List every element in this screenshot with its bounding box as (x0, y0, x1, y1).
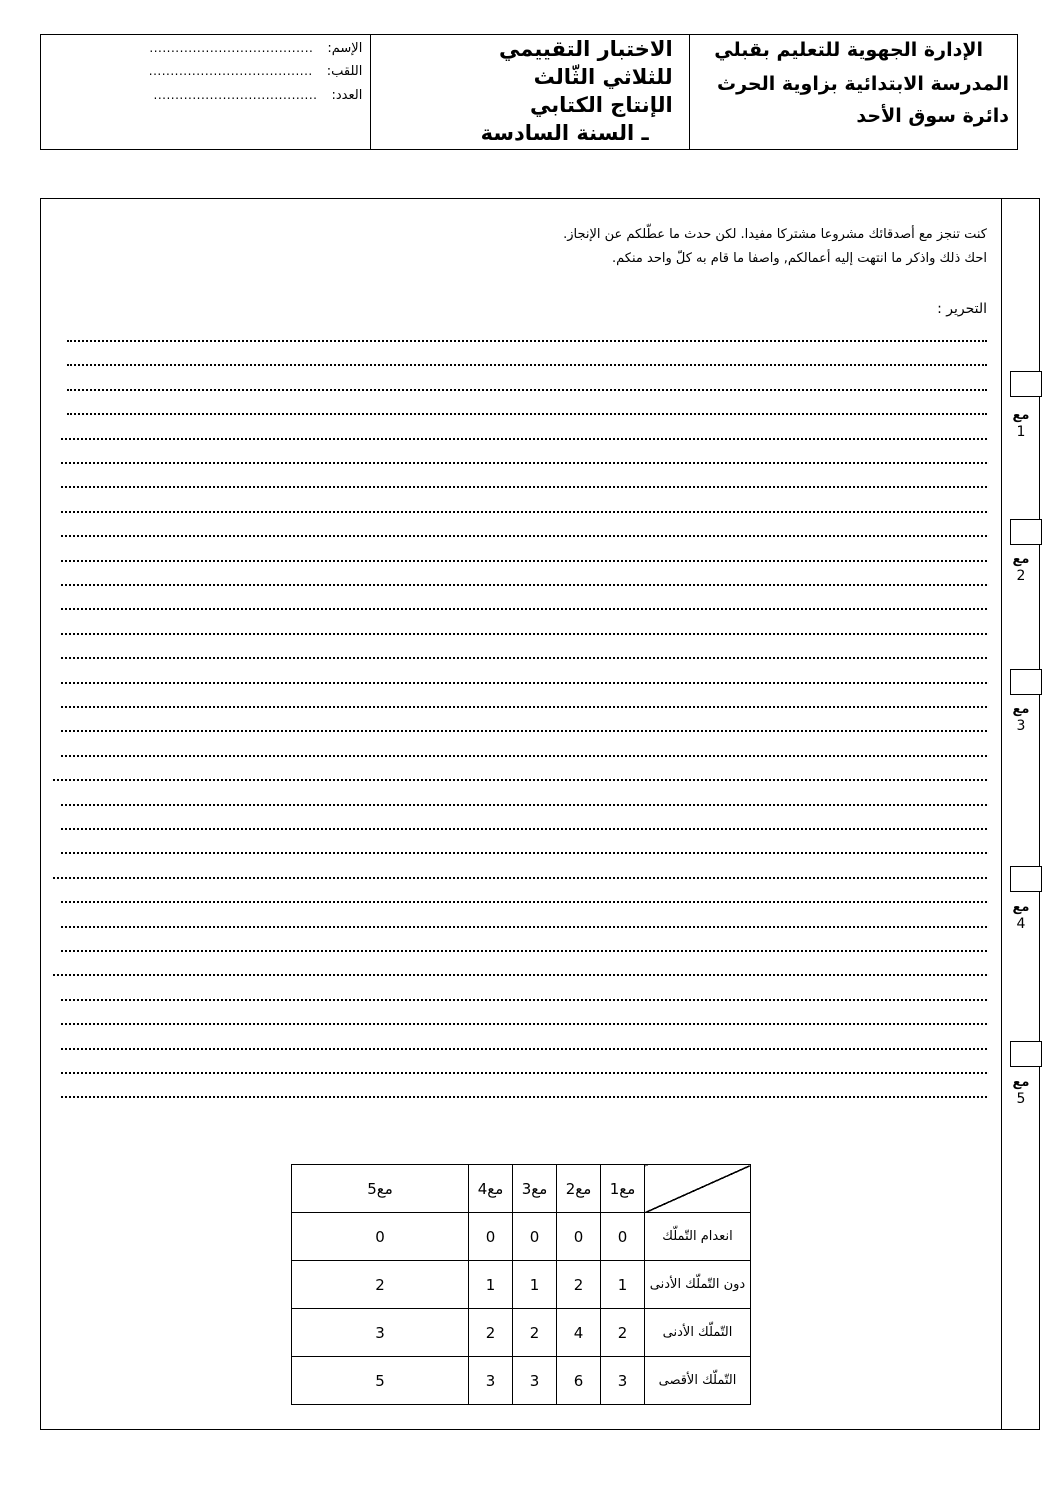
grid-cell: 2 (292, 1261, 469, 1309)
grid-cell: 1 (513, 1261, 557, 1309)
criterion-label-2: مع 2 (1012, 552, 1030, 584)
criterion-label-3: مع 3 (1012, 702, 1030, 734)
grid-header: مع3 (513, 1165, 557, 1213)
writing-line[interactable] (53, 974, 987, 976)
grid-row-label: دون التّملّك الأدنى (645, 1261, 751, 1309)
writing-line[interactable] (61, 560, 987, 562)
criterion-label-5: مع 5 (1012, 1075, 1030, 1107)
score-box-4[interactable] (1010, 866, 1042, 892)
grid-cell: 3 (469, 1357, 513, 1405)
grid-cell: 5 (292, 1357, 469, 1405)
grid-cell: 2 (513, 1309, 557, 1357)
writing-line[interactable] (61, 706, 987, 708)
grid-row (292, 1309, 751, 1357)
writing-line[interactable] (61, 828, 987, 830)
writing-label: التحرير : (937, 301, 987, 317)
name-label: الإسم: (327, 41, 363, 56)
writing-line[interactable] (61, 926, 987, 928)
grid-header: مع4 (469, 1165, 513, 1213)
writing-line[interactable] (61, 1096, 987, 1098)
surname-blank: ...................................... (148, 64, 313, 78)
name-field[interactable] (149, 41, 362, 56)
grid-header: مع2 (557, 1165, 601, 1213)
grid-row-label: انعدام التّملّك (645, 1213, 751, 1261)
grid-cell: 2 (601, 1309, 645, 1357)
writing-line[interactable] (67, 364, 987, 366)
grid-row-label: التّملّك الأقصى (645, 1357, 751, 1405)
grid-cell: 6 (557, 1357, 601, 1405)
score-box-3[interactable] (1010, 669, 1042, 695)
writing-line[interactable] (61, 511, 987, 513)
exam-term: للثلاثي الثّالث (533, 65, 673, 89)
criterion-label-1: مع 1 (1012, 408, 1030, 440)
writing-line[interactable] (53, 779, 987, 781)
writing-section (40, 198, 1040, 1430)
grid-cell: 1 (469, 1261, 513, 1309)
grid-row-label: التّملّك الأدنى (645, 1309, 751, 1357)
grid-cell: 0 (557, 1213, 601, 1261)
writing-line[interactable] (61, 1072, 987, 1074)
school-name: المدرسة الابتدائية بزاوية الحرث (717, 73, 1009, 95)
exam-header (40, 34, 1018, 150)
instruction-line-1: كنت تنجز مع أصدقائك مشروعا مشتركا مفيدا. لكن حدث ما عطّلكم عن الإنجاز. (563, 227, 987, 242)
writing-line[interactable] (61, 1048, 987, 1050)
evaluation-grid (291, 1164, 751, 1405)
grid-cell: 2 (469, 1309, 513, 1357)
writing-line[interactable] (67, 340, 987, 342)
score-box-1[interactable] (1010, 371, 1042, 397)
writing-line[interactable] (61, 901, 987, 903)
grid-header-row (292, 1165, 751, 1213)
writing-line[interactable] (67, 389, 987, 391)
writing-line[interactable] (61, 682, 987, 684)
grid-cell: 1 (601, 1261, 645, 1309)
student-info-cell (41, 35, 371, 149)
grid-row (292, 1357, 751, 1405)
exam-grade-level: ـ السنة السادسة (480, 121, 649, 145)
grid-corner-cell (645, 1165, 751, 1213)
exam-title: الاختبار التقييمي (499, 37, 673, 61)
writing-line[interactable] (53, 877, 987, 879)
writing-line[interactable] (61, 950, 987, 952)
instruction-line-2: احك ذلك واذكر ما انتهت إليه أعمالكم, واصفا ما قام به كلّ واحد منكم. (612, 251, 987, 266)
score-box-5[interactable] (1010, 1041, 1042, 1067)
writing-line[interactable] (61, 486, 987, 488)
writing-line[interactable] (61, 438, 987, 440)
surname-field[interactable] (149, 64, 363, 79)
writing-line[interactable] (61, 633, 987, 635)
exam-title-cell (371, 35, 689, 149)
writing-line[interactable] (61, 852, 987, 854)
writing-line[interactable] (61, 804, 987, 806)
grid-row (292, 1213, 751, 1261)
name-blank: ...................................... (149, 41, 314, 55)
writing-line[interactable] (61, 608, 987, 610)
exam-subject: الإنتاج الكتابي (530, 93, 673, 117)
writing-line[interactable] (61, 535, 987, 537)
grid-cell: 3 (601, 1357, 645, 1405)
writing-line[interactable] (61, 755, 987, 757)
grid-header: مع1 (601, 1165, 645, 1213)
grid-row (292, 1261, 751, 1309)
surname-label: اللقب: (326, 64, 363, 79)
score-box-2[interactable] (1010, 519, 1042, 545)
grid-header: مع5 (292, 1165, 469, 1213)
district-name: دائرة سوق الأحد (856, 105, 1009, 127)
grade-field[interactable] (154, 88, 363, 103)
grid-cell: 4 (557, 1309, 601, 1357)
grid-cell: 0 (601, 1213, 645, 1261)
grade-blank: ...................................... (153, 88, 318, 102)
writing-line[interactable] (61, 999, 987, 1001)
grid-cell: 3 (513, 1357, 557, 1405)
writing-line[interactable] (61, 1023, 987, 1025)
writing-line[interactable] (61, 657, 987, 659)
writing-line[interactable] (61, 730, 987, 732)
grid-cell: 0 (469, 1213, 513, 1261)
grade-label: العدد: (331, 88, 363, 103)
grid-cell: 2 (557, 1261, 601, 1309)
writing-line[interactable] (61, 584, 987, 586)
grid-cell: 0 (513, 1213, 557, 1261)
grid-cell: 3 (292, 1309, 469, 1357)
grid-cell: 0 (292, 1213, 469, 1261)
regional-directorate: الإدارة الجهوية للتعليم بقبلي (714, 39, 983, 61)
school-info-cell (690, 35, 1017, 149)
score-margin (1001, 199, 1039, 1429)
criterion-label-4: مع 4 (1012, 900, 1030, 932)
writing-line[interactable] (67, 413, 987, 415)
writing-line[interactable] (61, 462, 987, 464)
